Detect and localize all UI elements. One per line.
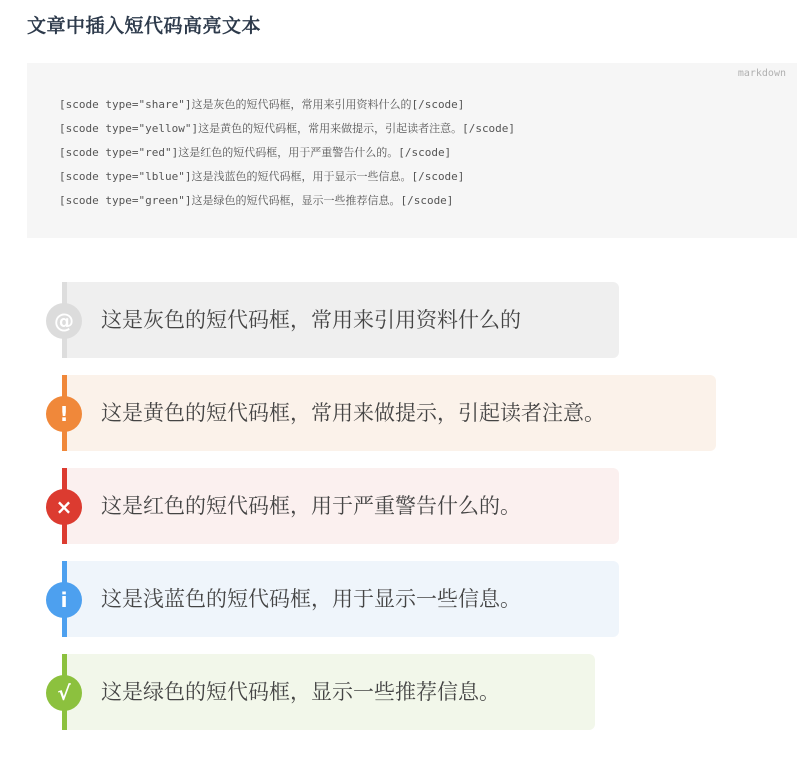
code-line: [scode type="red"]这是红色的短代码框，用于严重警告什么的。[/scode] — [59, 146, 452, 159]
at-icon: @ — [46, 303, 82, 339]
shortcode-box-lblue — [62, 561, 619, 637]
exclamation-icon: ! — [46, 396, 82, 432]
close-icon: × — [46, 489, 82, 525]
shortcode-text: 这是灰色的短代码框，常用来引用资料什么的 — [101, 308, 521, 332]
code-lines — [59, 93, 515, 213]
shortcode-text: 这是红色的短代码框，用于严重警告什么的。 — [101, 494, 521, 518]
shortcode-box-red — [55, 468, 619, 544]
code-line: [scode type="yellow"]这是黄色的短代码框，常用来做提示，引起读者注意。[/scode] — [59, 122, 516, 135]
shortcode-box-yellow — [59, 375, 716, 451]
shortcode-text: 这是绿色的短代码框，显示一些推荐信息。 — [101, 680, 500, 704]
code-line: [scode type="lblue"]这是浅蓝色的短代码框，用于显示一些信息。[/scode] — [59, 170, 465, 183]
shortcode-text: 这是黄色的短代码框，常用来做提示，引起读者注意。 — [101, 401, 605, 425]
shortcode-box-gray — [54, 282, 619, 358]
shortcode-box-green — [57, 654, 595, 730]
article-title: 文章中插入短代码高亮文本 — [27, 15, 262, 37]
shortcode-text: 这是浅蓝色的短代码框，用于显示一些信息。 — [101, 587, 521, 611]
info-icon: i — [46, 582, 82, 618]
code-line: [scode type="green"]这是绿色的短代码框，显示一些推荐信息。[/scode] — [59, 194, 454, 207]
code-language-label: markdown — [737, 68, 786, 79]
check-icon: √ — [46, 675, 82, 711]
code-block — [27, 63, 797, 238]
code-line: [scode type="share"]这是灰色的短代码框，常用来引用资料什么的[/scode] — [59, 98, 465, 111]
